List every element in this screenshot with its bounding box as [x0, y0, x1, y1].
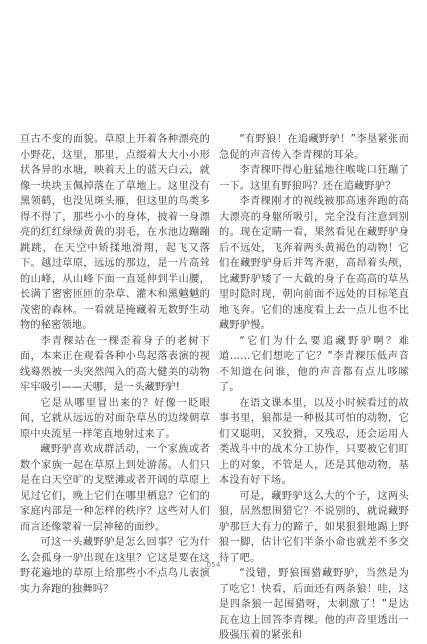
paragraph: 李青稞站在一棵歪着身子的老树下面，本来正在观看各种小鸟起落表演的视线蓦然被一头突然闯入的高大健美的动物牢牢吸引——天哪，是一头藏野驴! [20, 335, 210, 393]
page-number: 054 [206, 561, 221, 569]
paragraph: 它是从哪里冒出来的？好像一眨眼间，它就从远远的对面杂草丛的边缘朝草原中央流星一样笔直地射过来了。 [20, 397, 210, 440]
paragraph: 藏野驴喜欢成群活动，一个家族或者数个家族一起在草原上到处游荡。人们只是在白天空旷的戈壁滩或者开阔的草原上见过它们，晚上它们在哪里栖息？它们的家庭内部是一种怎样的秩序？这些对人们而言还像蒙着一层神秘的面纱。 [20, 444, 210, 533]
left-text-column [20, 132, 210, 597]
paragraph: “它们为什么要追藏野驴啊？难道……它们想吃了它？”李青稞压低声音不知道在问谁，他的声音都有点儿哆嗦了。 [219, 335, 409, 393]
paragraph: 可这一头藏野驴是怎么回事？它为什么会孤身一驴出现在这里？它这是要在这野花遍地的草原上给那些小不点鸟儿表演实力奔跑的独舞吗？ [20, 537, 210, 595]
paragraph: 在语文课本里，以及小时候看过的故事书里，狼都是一种极其可怕的动物，它们又聪明，又狡猾，又残忍，还会运用人类战斗中的战术分工协作，只要被它们盯上的对象，不管是人，还是其他动物，基本没有好下场。 [219, 397, 409, 486]
paragraph: 可是，藏野驴这么大的个子，这两头狼，居然想围猎它？不说别的，就说藏野驴那巨大有力的蹄子，如果狠狠地踢上野狼一脚，估计它们半条小命也就差不多交待了吧。 [219, 490, 409, 564]
paragraph: “没错，野狼围猎藏野驴，当然是为了吃它！快看，后面还有两条狼！哇，这是四条狼一起围猎呀，太刺激了！”是达瓦在边上回答李青稞。他的声音里透出一股强压着的紧张和 [219, 568, 409, 641]
paragraph: 李青稞刚才的视线被那高速奔跑的高大漂亮的身躯所吸引，完全没有注意到别的。现在定睛一看，果然看见在藏野驴身后不远处，飞奔着两头黄褐色的动物！它们在藏野驴身后并驾齐驱，高昂着头颅，比藏野驴矮了一大截的身子在高高的草丛里时隐时现，朝向前面不远处的目标笔直地飞奔。它们的速度看上去一点儿也不比藏野驴慢。 [219, 196, 409, 331]
paragraph: “有野狼！在追藏野驴！”李垦紧张而急促的声音传入李青稞的耳朵。 [219, 134, 409, 161]
paragraph: 亘古不变的面貌。草原上开着各种漂亮的小野花，这里，那里，点缀着大大小小形状各异的水塘，映着天上的蓝天白云，就像一块块玉佩掉落在了草地上。这里没有黑领鹤，也没见斑头雁，但这里的鸟类多得不得了，那些小小的身体，披着一身漂亮的红红绿绿黄黄的羽毛，在水池边蹦蹦跳跳，在天空中矫揉地滑翔，起飞又落下。越过草原，远远的那边，是一片高耸的山峰，从山峰下面一直延伸到半山腰，长满了密密匝匝的杂草、灌木和黑魆魆的茂密的森林。一看就是掩藏着无数野生动物的秘密领地。 [20, 134, 210, 331]
paragraph: 李青稞吓得心脏猛地往喉咙口狂蹦了一下。这里有野狼吗？还在追藏野驴？ [219, 165, 409, 192]
